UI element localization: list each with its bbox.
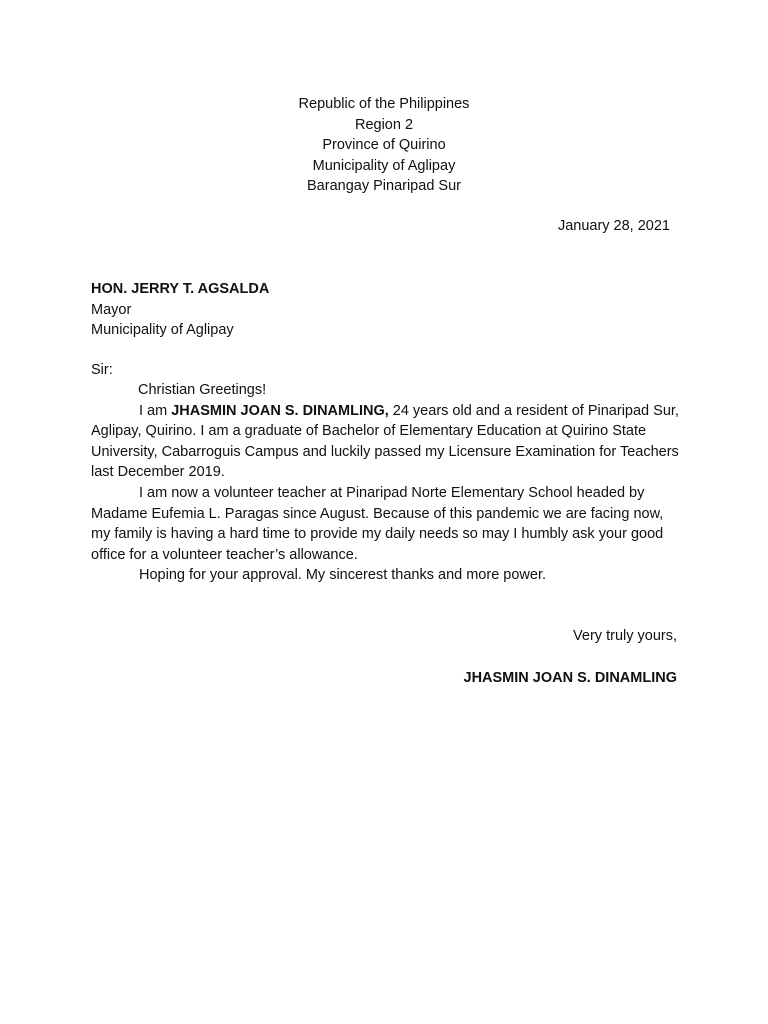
sender-name-inline: JHASMIN JOAN S. DINAMLING, bbox=[171, 402, 389, 419]
letter-body bbox=[91, 380, 681, 586]
salutation: Sir: bbox=[91, 362, 113, 378]
letter-date: January 28, 2021 bbox=[557, 218, 670, 234]
recipient-block bbox=[91, 279, 269, 341]
paragraph-introduction-text: 24 years old and a resident of Pinaripad Sur, Aglipay, Quirino. I am a graduate of Bachelor of Elementary Education at Quirino State University, Cabarroguis Campus and luckily passed my Licensure Examination for Teachers last December 2019. bbox=[91, 402, 679, 481]
recipient-title: Mayor bbox=[91, 301, 132, 318]
letterhead-line-region: Region 2 bbox=[354, 116, 414, 133]
letterhead-line-country: Republic of the Philippines bbox=[298, 96, 470, 112]
letterhead-line-province: Province of Quirino bbox=[322, 137, 446, 154]
recipient-name: HON. JERRY T. AGSALDA bbox=[91, 281, 270, 297]
paragraph-request: I am now a volunteer teacher at Pinaripad Norte Elementary School headed by Madame Eufemia L. Paragas since August. Because of this pandemic we are facing now, my family is having a hard time to provide my daily needs so may I humbly ask your good office for a volunteer teacher’s allowance. bbox=[91, 484, 664, 563]
letterhead-line-municipality: Municipality of Aglipay bbox=[312, 157, 456, 174]
paragraph-introduction bbox=[91, 401, 681, 483]
signature-name: JHASMIN JOAN S. DINAMLING bbox=[463, 670, 677, 686]
paragraph-closing-remarks: Hoping for your approval. My sincerest thanks and more power. bbox=[139, 567, 547, 584]
complimentary-close: Very truly yours, bbox=[573, 628, 677, 644]
letterhead bbox=[0, 94, 768, 197]
letterhead-line-barangay: Barangay Pinaripad Sur bbox=[307, 178, 461, 195]
paragraph-introduction-prefix: I am bbox=[139, 402, 172, 419]
recipient-office: Municipality of Aglipay bbox=[91, 322, 234, 339]
greeting: Christian Greetings! bbox=[138, 382, 267, 398]
